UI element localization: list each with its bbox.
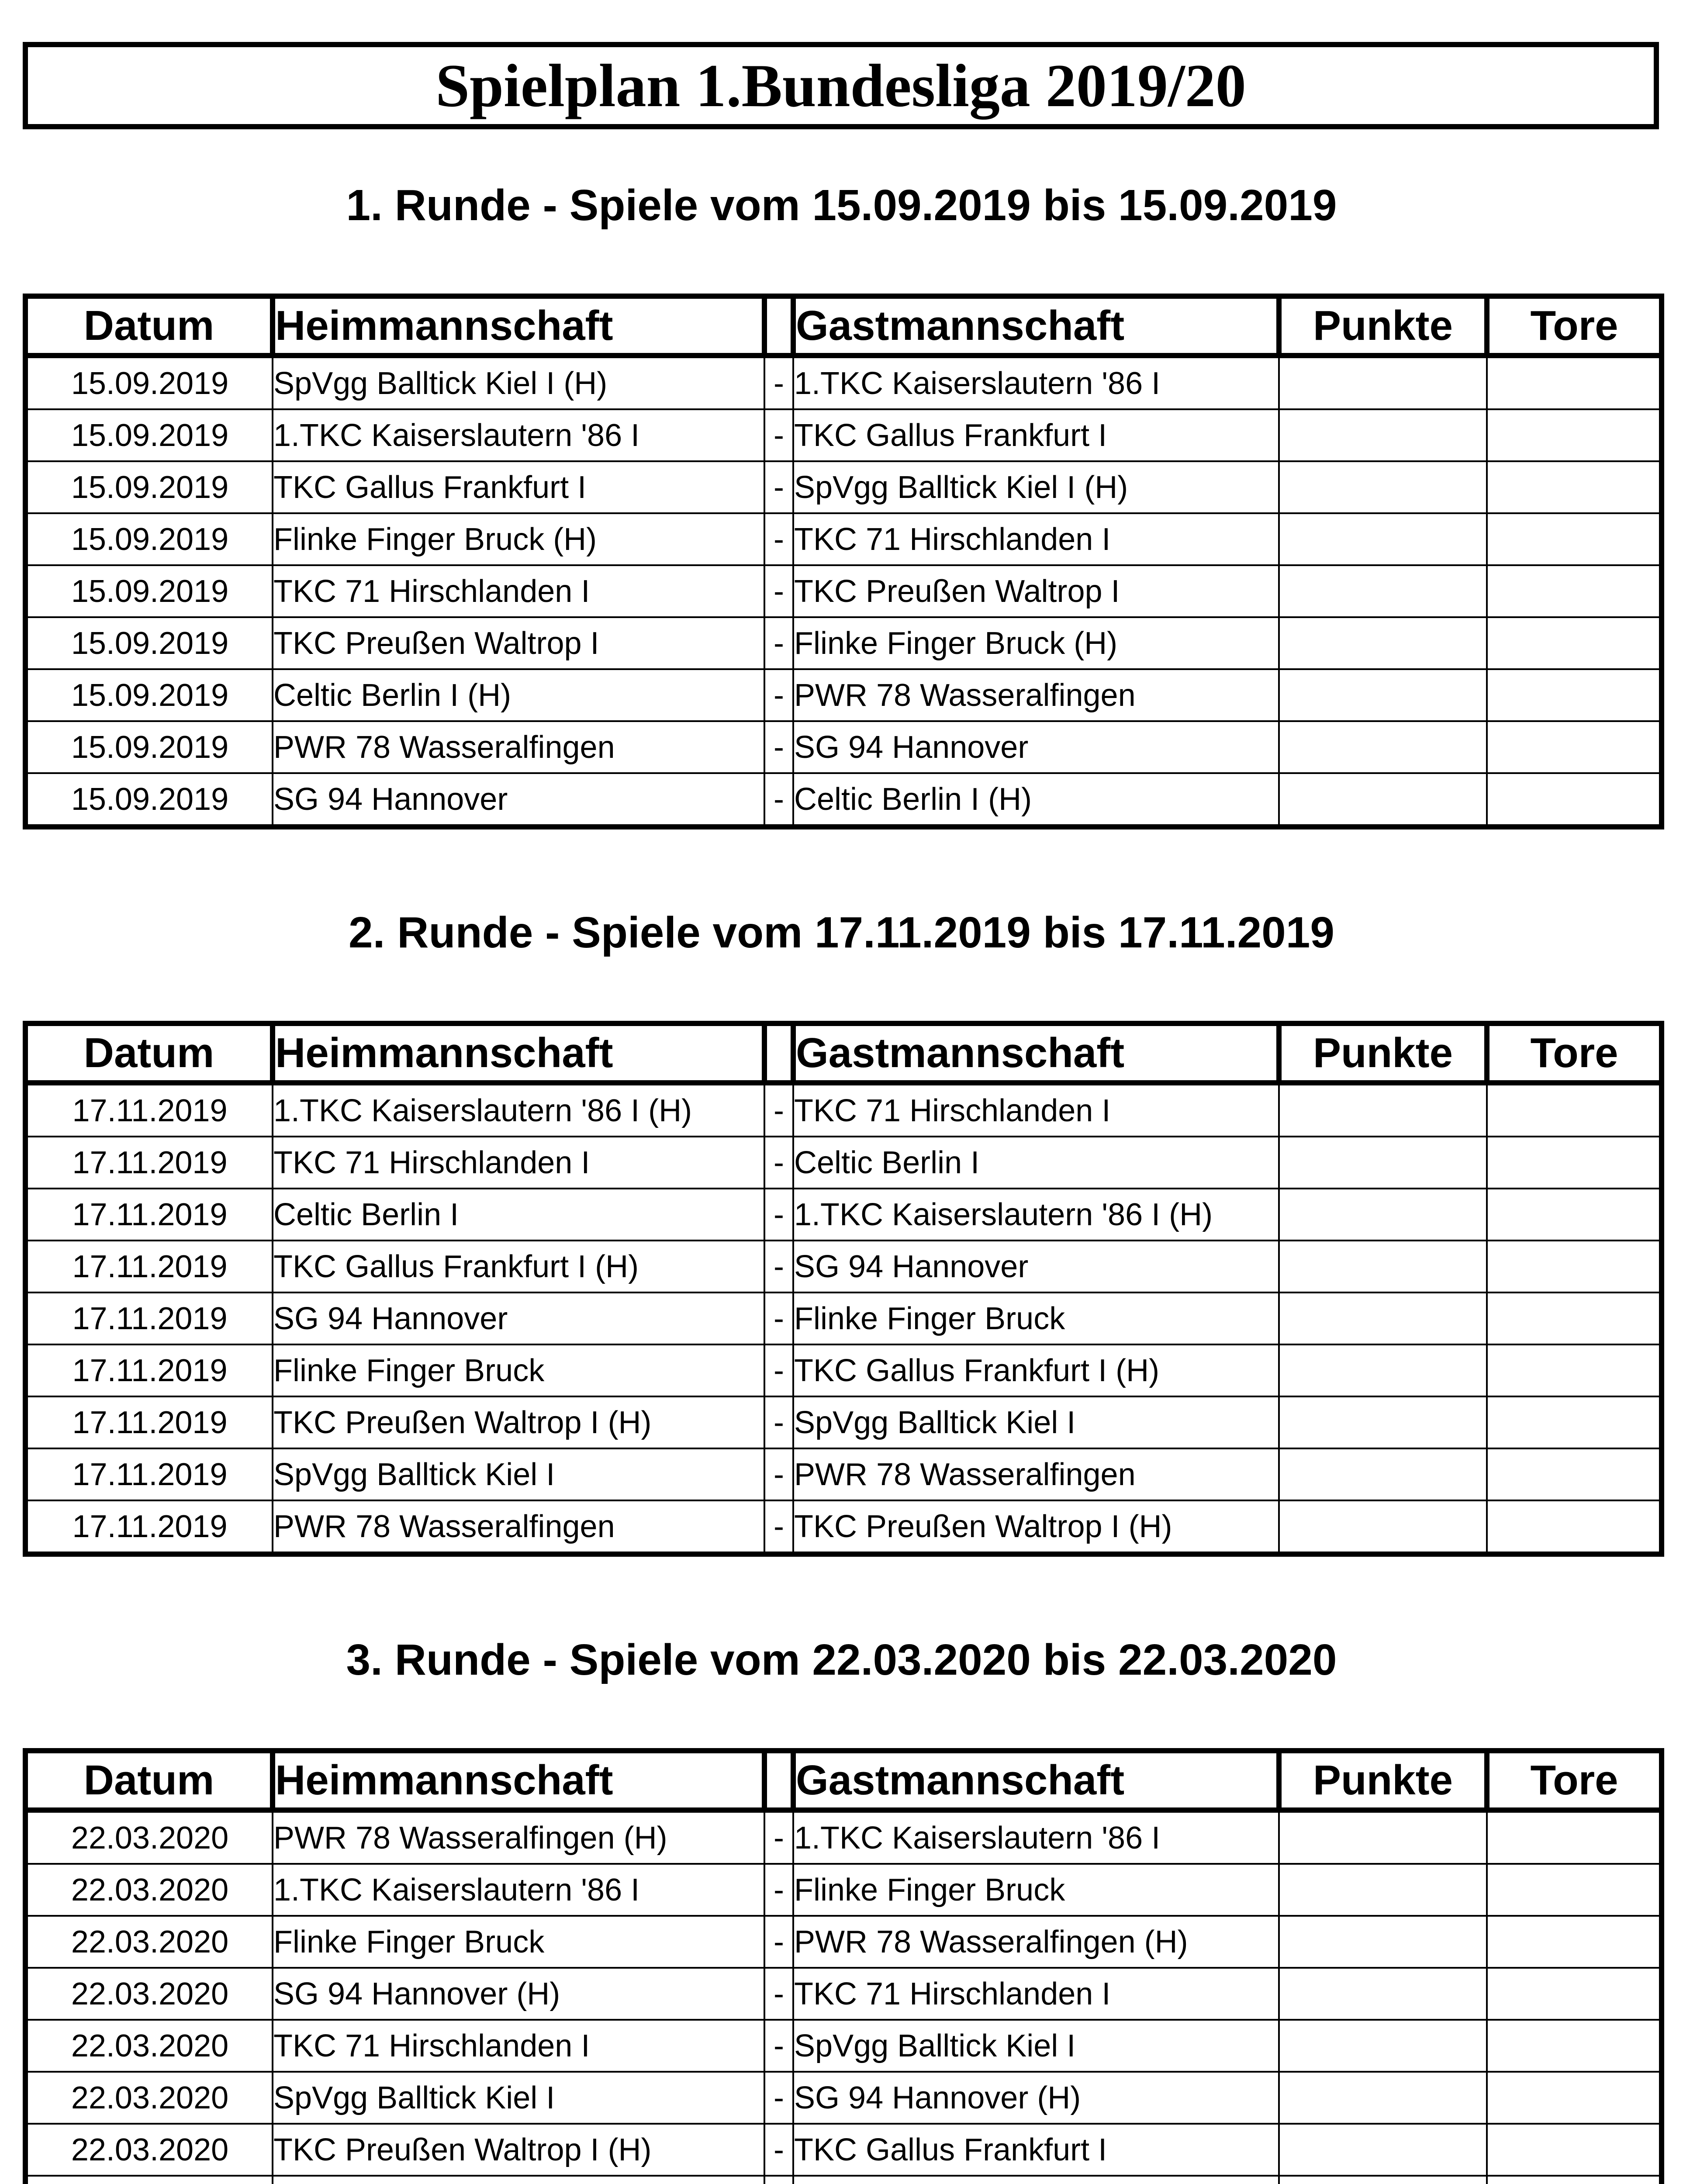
table-row [25,1916,1662,1968]
header-datum: Datum [25,1023,273,1083]
schedule-table [23,294,1664,829]
guest-team: PWR 78 Wasseralfingen [793,669,1279,721]
home-team: TKC Preußen Waltrop I (H) [273,1396,764,1448]
header-gastmannschaft: Gastmannschaft [793,1023,1279,1083]
points-cell [1279,513,1487,565]
match-date: 15.09.2019 [25,773,273,827]
table-row [25,2072,1662,2124]
table-row [25,1083,1662,1137]
match-date: 17.11.2019 [25,1448,273,1500]
match-date: 22.03.2020 [25,2020,273,2072]
match-date: 15.09.2019 [25,617,273,669]
table-header-row [25,296,1662,356]
points-cell [1279,1344,1487,1396]
match-separator: - [764,461,793,513]
goals-cell [1487,669,1662,721]
table-row [25,773,1662,827]
table-header-row [25,1023,1662,1083]
match-date: 22.03.2020 [25,1916,273,1968]
match-separator: - [764,1344,793,1396]
points-cell [1279,773,1487,827]
header-gastmannschaft: Gastmannschaft [793,296,1279,356]
round-heading: 3. Runde - Spiele vom 22.03.2020 bis 22.03.2020 [346,1635,1337,1684]
home-team: PWR 78 Wasseralfingen [273,1500,764,1554]
guest-team: TKC Preußen Waltrop I [793,565,1279,617]
goals-cell [1487,1810,1662,1864]
page-title-box [23,42,1659,129]
goals-cell [1487,1137,1662,1189]
match-separator: - [764,1448,793,1500]
match-separator: - [764,1916,793,1968]
home-team: Flinke Finger Bruck (H) [273,513,764,565]
table-row [25,1344,1662,1396]
match-separator: - [764,773,793,827]
match-date: 15.09.2019 [25,669,273,721]
guest-team [793,2176,1279,2184]
goals-cell [1487,1083,1662,1137]
table-row [25,461,1662,513]
match-date: 15.09.2019 [25,461,273,513]
goals-cell [1487,2072,1662,2124]
guest-team: SpVgg Balltick Kiel I [793,2020,1279,2072]
points-cell [1279,1864,1487,1916]
goals-cell [1487,1916,1662,1968]
guest-team: 1.TKC Kaiserslautern '86 I [793,1810,1279,1864]
guest-team: TKC Preußen Waltrop I (H) [793,1500,1279,1554]
points-cell [1279,1137,1487,1189]
match-date: 17.11.2019 [25,1500,273,1554]
points-cell [1279,2020,1487,2072]
match-date: 15.09.2019 [25,721,273,773]
points-cell [1279,461,1487,513]
points-cell [1279,1810,1487,1864]
home-team: TKC Preußen Waltrop I (H) [273,2124,764,2176]
goals-cell [1487,2176,1662,2184]
guest-team: 1.TKC Kaiserslautern '86 I (H) [793,1189,1279,1241]
guest-team: PWR 78 Wasseralfingen (H) [793,1916,1279,1968]
table-row [25,2020,1662,2072]
points-cell [1279,356,1487,409]
table-row [25,617,1662,669]
points-cell [1279,669,1487,721]
home-team: 1.TKC Kaiserslautern '86 I [273,1864,764,1916]
guest-team: 1.TKC Kaiserslautern '86 I [793,356,1279,409]
header-tore: Tore [1487,1751,1662,1810]
match-date: 17.11.2019 [25,1189,273,1241]
table-row [25,1810,1662,1864]
guest-team: SG 94 Hannover (H) [793,2072,1279,2124]
points-cell [1279,2124,1487,2176]
guest-team: PWR 78 Wasseralfingen [793,1448,1279,1500]
table-row [25,1448,1662,1500]
header-heimmannschaft: Heimmannschaft [273,296,764,356]
header-tore: Tore [1487,1023,1662,1083]
header-separator [764,1023,793,1083]
points-cell [1279,1396,1487,1448]
guest-team: TKC Gallus Frankfurt I [793,409,1279,461]
match-separator: - [764,1968,793,2020]
home-team: TKC Gallus Frankfurt I [273,461,764,513]
goals-cell [1487,1448,1662,1500]
home-team: TKC 71 Hirschlanden I [273,1137,764,1189]
home-team: 1.TKC Kaiserslautern '86 I [273,409,764,461]
table-row [25,513,1662,565]
home-team: SpVgg Balltick Kiel I [273,2072,764,2124]
table-row [25,1292,1662,1344]
home-team: SG 94 Hannover [273,1292,764,1344]
header-heimmannschaft: Heimmannschaft [273,1751,764,1810]
match-separator: - [764,669,793,721]
match-date: 17.11.2019 [25,1292,273,1344]
home-team: PWR 78 Wasseralfingen (H) [273,1810,764,1864]
table-row [25,1137,1662,1189]
match-date: 17.11.2019 [25,1344,273,1396]
header-datum: Datum [25,296,273,356]
round-heading: 2. Runde - Spiele vom 17.11.2019 bis 17.11.2019 [349,908,1334,957]
points-cell [1279,721,1487,773]
match-separator: - [764,356,793,409]
home-team: TKC Preußen Waltrop I [273,617,764,669]
goals-cell [1487,773,1662,827]
match-separator: - [764,409,793,461]
guest-team: SG 94 Hannover [793,1241,1279,1292]
goals-cell [1487,2020,1662,2072]
match-date: 17.11.2019 [25,1396,273,1448]
points-cell [1279,565,1487,617]
match-separator: - [764,1241,793,1292]
goals-cell [1487,1292,1662,1344]
guest-team: Celtic Berlin I [793,1137,1279,1189]
guest-team: TKC 71 Hirschlanden I [793,1083,1279,1137]
header-datum: Datum [25,1751,273,1810]
points-cell [1279,1083,1487,1137]
points-cell [1279,1189,1487,1241]
goals-cell [1487,721,1662,773]
match-separator: - [764,2124,793,2176]
goals-cell [1487,409,1662,461]
home-team: TKC 71 Hirschlanden I [273,565,764,617]
match-date: 22.03.2020 [25,2124,273,2176]
match-separator: - [764,1137,793,1189]
points-cell [1279,409,1487,461]
match-date: 22.03.2020 [25,2072,273,2124]
home-team: PWR 78 Wasseralfingen [273,721,764,773]
table-row [25,2176,1662,2184]
match-separator: - [764,1396,793,1448]
guest-team: TKC 71 Hirschlanden I [793,1968,1279,2020]
match-date: 22.03.2020 [25,1968,273,2020]
guest-team: SpVgg Balltick Kiel I [793,1396,1279,1448]
goals-cell [1487,617,1662,669]
header-heimmannschaft: Heimmannschaft [273,1023,764,1083]
match-separator: - [764,565,793,617]
goals-cell [1487,1344,1662,1396]
goals-cell [1487,513,1662,565]
home-team: TKC Gallus Frankfurt I (H) [273,1241,764,1292]
home-team: SpVgg Balltick Kiel I (H) [273,356,764,409]
table-row [25,1241,1662,1292]
table-row [25,356,1662,409]
match-date: 15.09.2019 [25,409,273,461]
points-cell [1279,1448,1487,1500]
match-separator: - [764,1083,793,1137]
guest-team: Flinke Finger Bruck [793,1292,1279,1344]
home-team: Celtic Berlin I (H) [273,669,764,721]
goals-cell [1487,1864,1662,1916]
home-team [273,2176,764,2184]
home-team: Flinke Finger Bruck [273,1916,764,1968]
guest-team: TKC Gallus Frankfurt I (H) [793,1344,1279,1396]
points-cell [1279,1500,1487,1554]
match-date: 22.03.2020 [25,1864,273,1916]
table-row [25,409,1662,461]
match-separator: - [764,1810,793,1864]
goals-cell [1487,1241,1662,1292]
match-separator: - [764,1864,793,1916]
points-cell [1279,1968,1487,2020]
match-date: 15.09.2019 [25,565,273,617]
guest-team: Flinke Finger Bruck [793,1864,1279,1916]
points-cell [1279,2072,1487,2124]
table-row [25,1864,1662,1916]
home-team: SpVgg Balltick Kiel I [273,1448,764,1500]
header-separator [764,1751,793,1810]
points-cell [1279,1241,1487,1292]
home-team: 1.TKC Kaiserslautern '86 I (H) [273,1083,764,1137]
table-row [25,565,1662,617]
match-date: 15.09.2019 [25,356,273,409]
match-date: 17.11.2019 [25,1083,273,1137]
table-header-row [25,1751,1662,1810]
guest-team: TKC 71 Hirschlanden I [793,513,1279,565]
match-date [25,2176,273,2184]
goals-cell [1487,1968,1662,2020]
match-separator: - [764,1500,793,1554]
match-separator: - [764,617,793,669]
table-row [25,1968,1662,2020]
points-cell [1279,2176,1487,2184]
points-cell [1279,617,1487,669]
round-heading: 1. Runde - Spiele vom 15.09.2019 bis 15.09.2019 [346,181,1337,230]
header-gastmannschaft: Gastmannschaft [793,1751,1279,1810]
match-date: 17.11.2019 [25,1241,273,1292]
match-date: 15.09.2019 [25,513,273,565]
guest-team: Celtic Berlin I (H) [793,773,1279,827]
goals-cell [1487,356,1662,409]
home-team: TKC 71 Hirschlanden I [273,2020,764,2072]
match-separator [764,2176,793,2184]
guest-team: TKC Gallus Frankfurt I [793,2124,1279,2176]
goals-cell [1487,461,1662,513]
match-separator: - [764,2020,793,2072]
table-row [25,2124,1662,2176]
match-date: 22.03.2020 [25,1810,273,1864]
goals-cell [1487,2124,1662,2176]
guest-team: SG 94 Hannover [793,721,1279,773]
header-punkte: Punkte [1279,1751,1487,1810]
match-separator: - [764,721,793,773]
goals-cell [1487,1189,1662,1241]
table-row [25,669,1662,721]
home-team: SG 94 Hannover (H) [273,1968,764,2020]
guest-team: Flinke Finger Bruck (H) [793,617,1279,669]
header-punkte: Punkte [1279,296,1487,356]
goals-cell [1487,1396,1662,1448]
table-row [25,721,1662,773]
page-title: Spielplan 1.Bundesliga 2019/20 [435,52,1246,120]
match-date: 17.11.2019 [25,1137,273,1189]
home-team: Flinke Finger Bruck [273,1344,764,1396]
goals-cell [1487,1500,1662,1554]
points-cell [1279,1292,1487,1344]
match-separator: - [764,2072,793,2124]
match-separator: - [764,1292,793,1344]
schedule-table [23,1021,1664,1557]
header-separator [764,296,793,356]
header-tore: Tore [1487,296,1662,356]
home-team: Celtic Berlin I [273,1189,764,1241]
goals-cell [1487,565,1662,617]
guest-team: SpVgg Balltick Kiel I (H) [793,461,1279,513]
table-row [25,1500,1662,1554]
table-row [25,1396,1662,1448]
match-separator: - [764,513,793,565]
home-team: SG 94 Hannover [273,773,764,827]
header-punkte: Punkte [1279,1023,1487,1083]
schedule-table [23,1748,1664,2184]
match-separator: - [764,1189,793,1241]
points-cell [1279,1916,1487,1968]
table-row [25,1189,1662,1241]
